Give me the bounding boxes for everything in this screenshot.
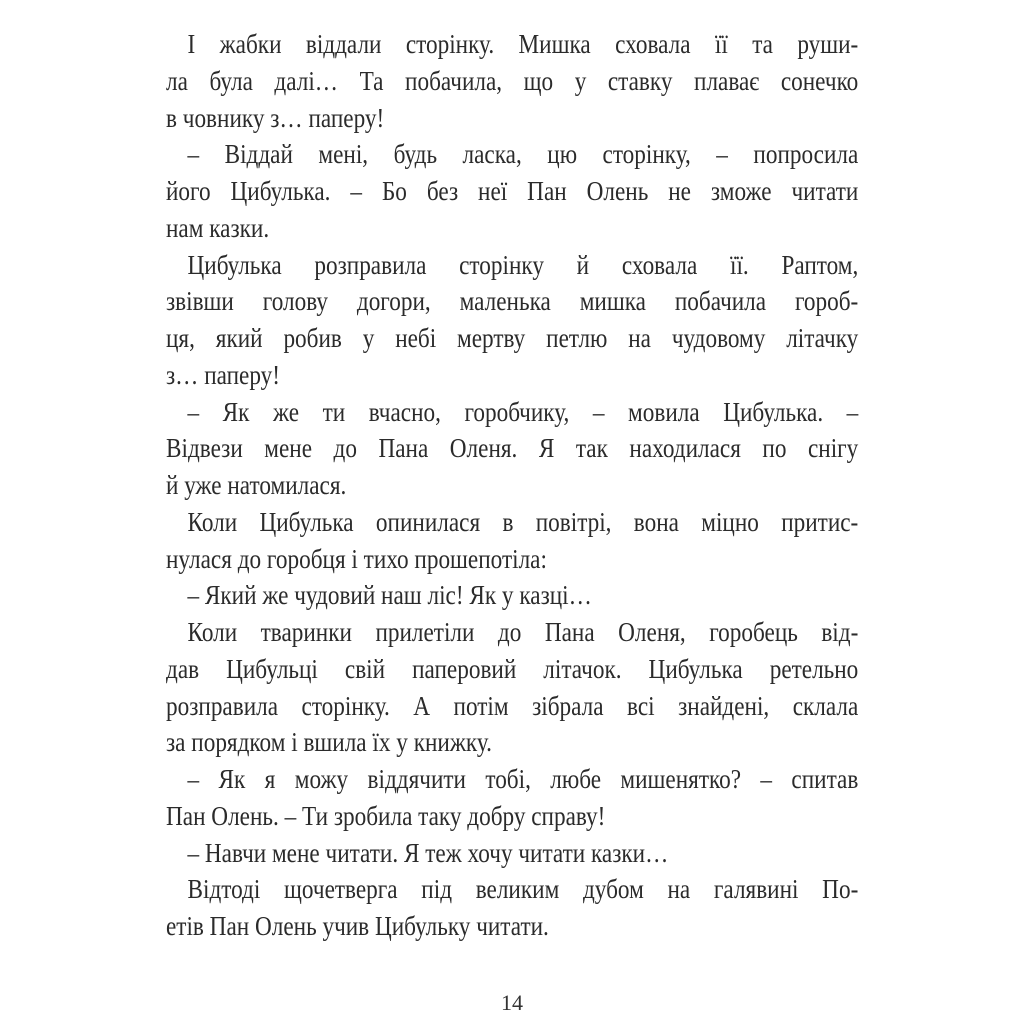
text-line: Коли Цибулька опинилася в повітрі, вона міцно притис- bbox=[187, 506, 859, 537]
text-line: дав Цибульці свій паперовий літачок. Цибулька ретельно bbox=[166, 653, 859, 684]
text-line: його Цибулька. – Бо без неї Пан Олень не зможе читати bbox=[166, 176, 859, 206]
text-line: ла була далі… Та побачила, що у ставку плаває сонечко bbox=[166, 65, 859, 96]
text-line: – Як я можу віддячити тобі, любе мишенятко? – спитав bbox=[187, 764, 859, 794]
text-line: за порядком і вшила їх у книжку. bbox=[166, 727, 492, 758]
text-line: Відвези мене до Пана Оленя. Я так находилася по снігу bbox=[166, 433, 859, 464]
text-line: Відтоді щочетверга під великим дубом на галявині По- bbox=[187, 874, 859, 905]
text-line: – Навчи мене читати. Я теж хочу читати казки… bbox=[187, 837, 669, 868]
text-line: Пан Олень. – Ти зробила таку добру справу! bbox=[166, 800, 606, 831]
text-line: з… паперу! bbox=[166, 359, 281, 390]
page-number: 14 bbox=[501, 990, 523, 1015]
text-line: в човнику з… паперу! bbox=[166, 102, 385, 133]
text-line: ця, який робив у небі мертву петлю на чудовому літачку bbox=[166, 323, 859, 353]
text-line: – Який же чудовий наш ліс! Як у казці… bbox=[187, 580, 592, 611]
text-line: Цибулька розправила сторінку й сховала її. Раптом, bbox=[187, 249, 859, 280]
text-line: І жабки віддали сторінку. Мишка сховала її та руши- bbox=[187, 29, 859, 59]
page-text bbox=[166, 26, 858, 945]
text-line: й уже натомилася. bbox=[166, 470, 347, 500]
text-line: Коли тваринки прилетіли до Пана Оленя, горобець від- bbox=[187, 617, 859, 647]
text-line: етів Пан Олень учив Цибульку читати. bbox=[166, 911, 549, 941]
text-line: звівши голову догори, маленька мишка побачила гороб- bbox=[166, 286, 859, 317]
text-line: розправила сторінку. А потім зібрала всі знайдені, склала bbox=[166, 690, 859, 721]
text-line: нулася до горобця і тихо прошепотіла: bbox=[166, 543, 547, 574]
text-line: – Як же ти вчасно, горобчику, – мовила Цибулька. – bbox=[187, 396, 859, 427]
text-line: нам казки. bbox=[166, 212, 270, 243]
text-line: – Віддай мені, будь ласка, цю сторінку, – попросила bbox=[187, 139, 859, 170]
